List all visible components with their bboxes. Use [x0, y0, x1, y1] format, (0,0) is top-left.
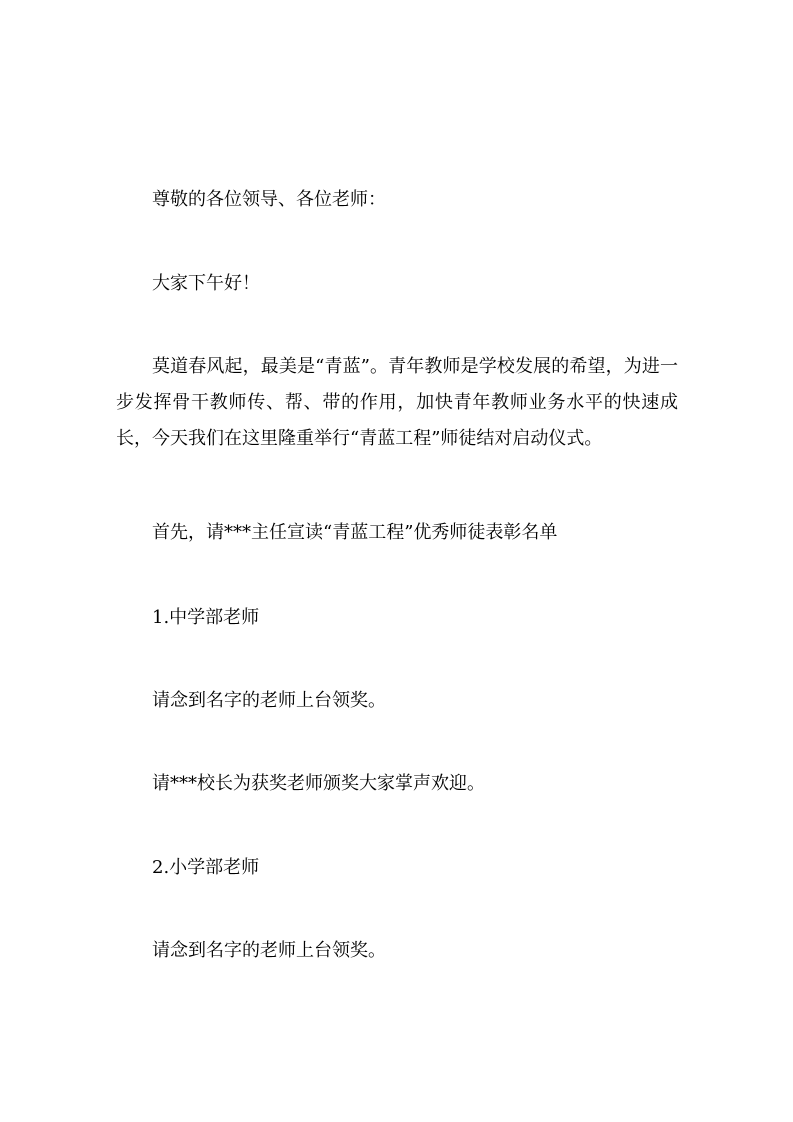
- award-instruction-paragraph: 请念到名字的老师上台领奖。: [152, 690, 386, 711]
- opening-paragraph: 莫道春风起，最美是“青蓝”。青年教师是学校发展的希望，为进一步发挥骨干教师传、帮、带的作用，加快青年教师业务水平的快速成长，今天我们在这里隆重举行“青蓝工程”师徒结对启动仪式。: [116, 356, 678, 449]
- greeting: 大家下午好！: [152, 273, 260, 294]
- section-heading-primary-school: 2.小学部老师: [152, 857, 260, 878]
- presenter-paragraph: 请***校长为获奖老师颁奖大家掌声欢迎。: [152, 773, 485, 794]
- section-heading-middle-school: 1.中学部老师: [152, 607, 260, 628]
- announcement-paragraph: 首先，请***主任宣读“青蓝工程”优秀师徒表彰名单: [152, 522, 558, 543]
- salutation: 尊敬的各位领导、各位老师：: [152, 189, 386, 210]
- award-instruction-paragraph-2: 请念到名字的老师上台领奖。: [152, 940, 386, 961]
